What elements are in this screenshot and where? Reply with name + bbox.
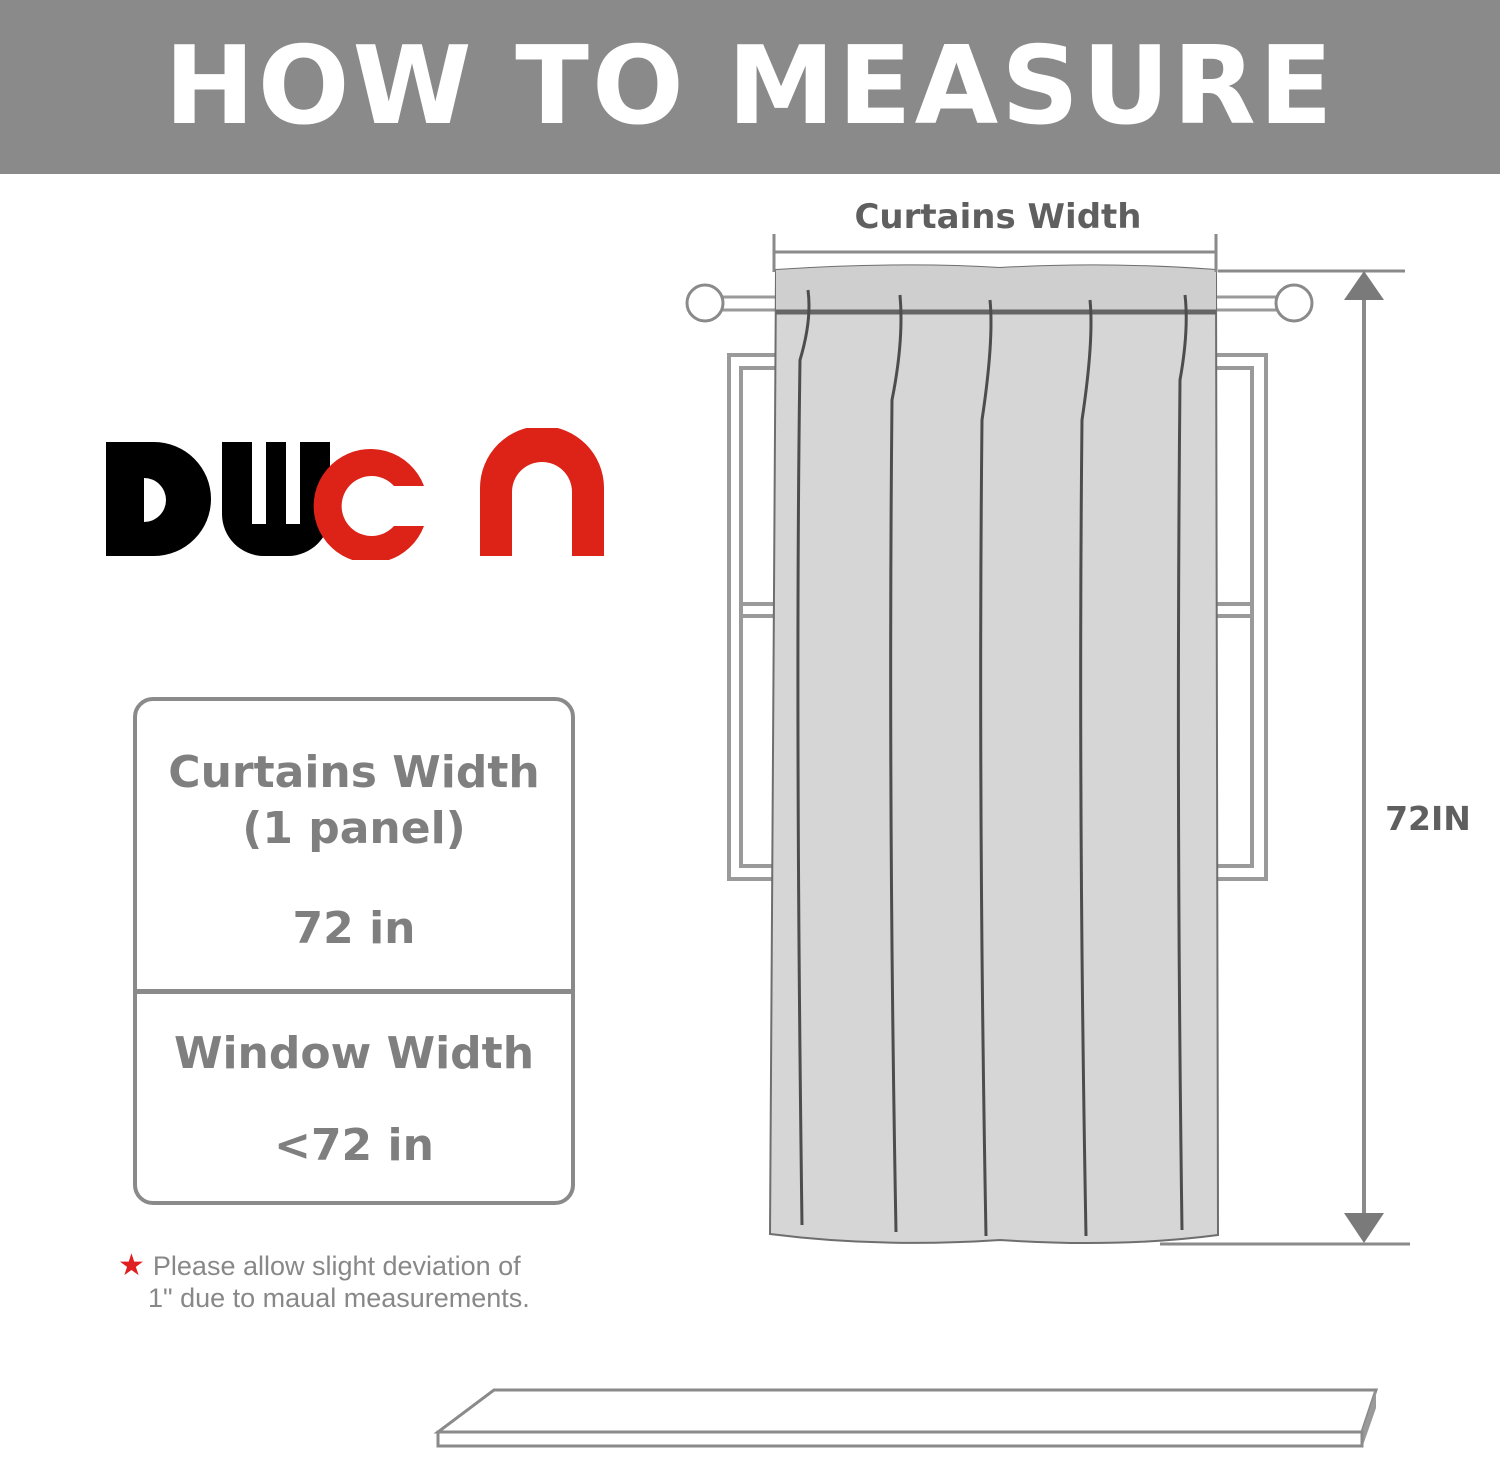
curtain-panel-label: (1 panel) — [242, 803, 466, 854]
arrow-up-icon — [1344, 271, 1384, 300]
width-label: Curtains Width — [854, 197, 1142, 237]
curtain-width-label: Curtains Width — [168, 747, 540, 798]
window-width-value: <72 in — [274, 1120, 434, 1171]
curtain-panel — [770, 265, 1218, 1243]
floor-platform — [438, 1390, 1376, 1448]
page-title: HOW TO MEASURE — [164, 24, 1336, 149]
curtain-width-value: 72 in — [292, 903, 416, 954]
star-icon: ★ — [118, 1249, 145, 1282]
note-line-2: 1" due to maual measurements. — [148, 1283, 530, 1313]
window-width-label: Window Width — [173, 1028, 535, 1079]
note-line-1: Please allow slight deviation of — [152, 1251, 521, 1281]
height-label: 72IN — [1385, 799, 1471, 838]
arrow-down-icon — [1344, 1213, 1384, 1243]
